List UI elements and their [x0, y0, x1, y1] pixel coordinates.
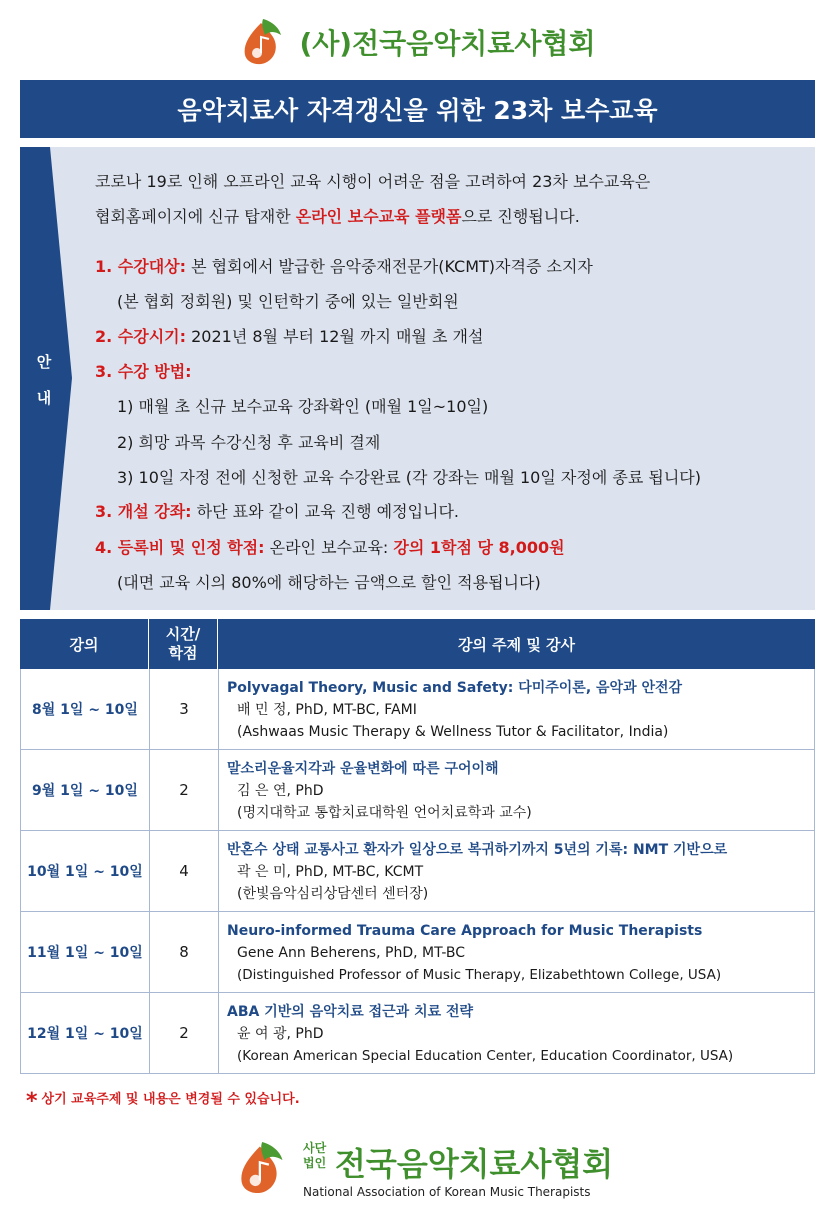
row-affiliation: (Distinguished Professor of Music Therapy, Elizabethtown College, USA)	[237, 967, 722, 983]
intro-line-2	[95, 204, 580, 227]
footer-logo	[235, 1137, 615, 1205]
footer-org-name-en: National Association of Korean Music Therapists	[303, 1185, 591, 1199]
row-date: 9월 1일 ~ 10일	[21, 750, 150, 830]
footer-org-name: 전국음악치료사협회	[335, 1145, 614, 1183]
row-title: Neuro-informed Trauma Care Approach for Music Therapists	[227, 923, 703, 939]
header-credits-line-1: 시간/	[165, 625, 201, 643]
item-4	[95, 499, 459, 522]
row-content	[219, 831, 814, 911]
table-row	[20, 669, 815, 750]
row-content	[219, 993, 814, 1073]
item-1-text-2: (본 협회 정회원) 및 인턴학기 중에 있는 일반회원	[117, 292, 459, 311]
item-1-label: 1. 수강대상:	[95, 257, 187, 276]
item-3-step-2: 2) 희망 과목 수강신청 후 교육비 결제	[117, 433, 381, 452]
item-2-text: 2021년 8월 부터 12월 까지 매월 초 개설	[186, 327, 484, 346]
row-date: 8월 1일 ~ 10일	[21, 669, 150, 749]
item-4-label: 3. 개설 강좌:	[95, 502, 192, 521]
header-credits	[149, 619, 218, 669]
change-notice	[26, 1088, 300, 1114]
row-lecturer: 배 민 정, PhD, MT-BC, FAMI	[237, 702, 417, 718]
notice-tab	[20, 147, 74, 610]
table-row	[20, 750, 815, 831]
item-5	[95, 535, 565, 558]
item-2-label: 2. 수강시기:	[95, 327, 187, 346]
row-lecturer: 김 은 연, PhD	[237, 783, 324, 799]
intro-line-2-post: 으로 진행됩니다.	[461, 207, 580, 226]
table-row	[20, 993, 815, 1074]
item-3-step-1: 1) 매월 초 신규 보수교육 강좌확인 (매월 1일~10일)	[117, 397, 489, 416]
notice-tab-char-2: 내	[36, 389, 52, 407]
row-date: 12월 1일 ~ 10일	[21, 993, 150, 1073]
item-5-label: 4. 등록비 및 인정 학점:	[95, 538, 265, 557]
notice-box	[20, 147, 815, 610]
row-lecturer: Gene Ann Beherens, PhD, MT-BC	[237, 945, 466, 961]
row-affiliation: (한빛음악심리상담센터 센터장)	[237, 886, 429, 902]
row-affiliation: (명지대학교 통합치료대학원 언어치료학과 교수)	[237, 805, 532, 821]
item-5-price: 강의 1학점 당 8,000원	[393, 538, 565, 557]
item-5-text-2: (대면 교육 시의 80%에 해당하는 금액으로 할인 적용됩니다)	[117, 573, 541, 592]
row-lecturer: 곽 은 미, PhD, MT-BC, KCMT	[237, 864, 424, 880]
header-lecture: 강의	[20, 619, 149, 669]
association-logo-icon	[239, 17, 285, 67]
item-1	[95, 254, 593, 277]
association-logo-icon	[235, 1137, 287, 1199]
item-3-label-text: 3. 수강 방법:	[95, 362, 192, 381]
row-affiliation: (Korean American Special Education Center, Education Coordinator, USA)	[237, 1048, 734, 1064]
row-content	[219, 750, 814, 830]
row-affiliation: (Ashwaas Music Therapy & Wellness Tutor & Facilitator, India)	[237, 724, 669, 740]
row-content	[219, 669, 814, 749]
item-3-step-3: 3) 10일 자정 전에 신청한 교육 수강완료 (각 강좌는 매월 10일 자정에 종료 됩니다)	[117, 468, 701, 487]
row-credits: 4	[150, 831, 219, 911]
row-credits: 2	[150, 750, 219, 830]
header-topic: 강의 주제 및 강사	[457, 635, 576, 654]
item-4-text: 하단 표와 같이 교육 진행 예정입니다.	[191, 502, 460, 521]
table-row	[20, 831, 815, 912]
notice-tab-arrow-icon	[20, 147, 74, 610]
change-notice-text: 상기 교육주제 및 내용은 변경될 수 있습니다.	[41, 1092, 300, 1107]
row-credits: 8	[150, 912, 219, 992]
title-banner	[20, 80, 815, 138]
intro-highlight: 온라인 보수교육 플랫폼	[295, 207, 462, 226]
notice-tab-char-1: 안	[36, 353, 52, 371]
row-credits: 3	[150, 669, 219, 749]
lecture-table	[20, 619, 815, 1074]
item-5-text: 온라인 보수교육:	[264, 538, 394, 557]
row-credits: 2	[150, 993, 219, 1073]
row-lecturer: 윤 여 광, PhD	[237, 1026, 324, 1042]
item-2	[95, 324, 483, 347]
item-1-text: 본 협회에서 발급한 음악중재전문가(KCMT)자격증 소지자	[186, 257, 593, 276]
row-content	[219, 912, 814, 992]
row-date: 10월 1일 ~ 10일	[21, 831, 150, 911]
row-title: 말소리운율지각과 운율변화에 따른 구어이해	[227, 761, 499, 777]
banner-title: 음악치료사 자격갱신을 위한 23차 보수교육	[177, 96, 658, 125]
intro-line-2-pre: 협회홈페이지에 신규 탑재한	[95, 207, 296, 226]
row-title: 반혼수 상태 교통사고 환자가 일상으로 복귀하기까지 5년의 기록: NMT 기반으로	[227, 842, 728, 858]
table-header	[20, 619, 815, 669]
header-org-name: (사)전국음악치료사협회	[299, 27, 596, 60]
intro-line-1: 코로나 19로 인해 오프라인 교육 시행이 어려운 점을 고려하여 23차 보수교육은	[95, 172, 651, 191]
row-title: Polyvagal Theory, Music and Safety: 다미주이론, 음악과 안전감	[227, 680, 683, 696]
footer-prefix-line-2: 법인	[303, 1156, 327, 1170]
row-date: 11월 1일 ~ 10일	[21, 912, 150, 992]
header-credits-line-2: 학점	[168, 644, 198, 662]
item-3-label	[95, 359, 192, 382]
table-row	[20, 912, 815, 993]
footer-prefix	[303, 1141, 326, 1171]
row-title: ABA 기반의 음악치료 접근과 치료 전략	[227, 1004, 474, 1020]
header-logo	[0, 16, 835, 68]
footer-prefix-line-1: 사단	[303, 1141, 327, 1155]
asterisk-icon: *	[26, 1089, 38, 1114]
